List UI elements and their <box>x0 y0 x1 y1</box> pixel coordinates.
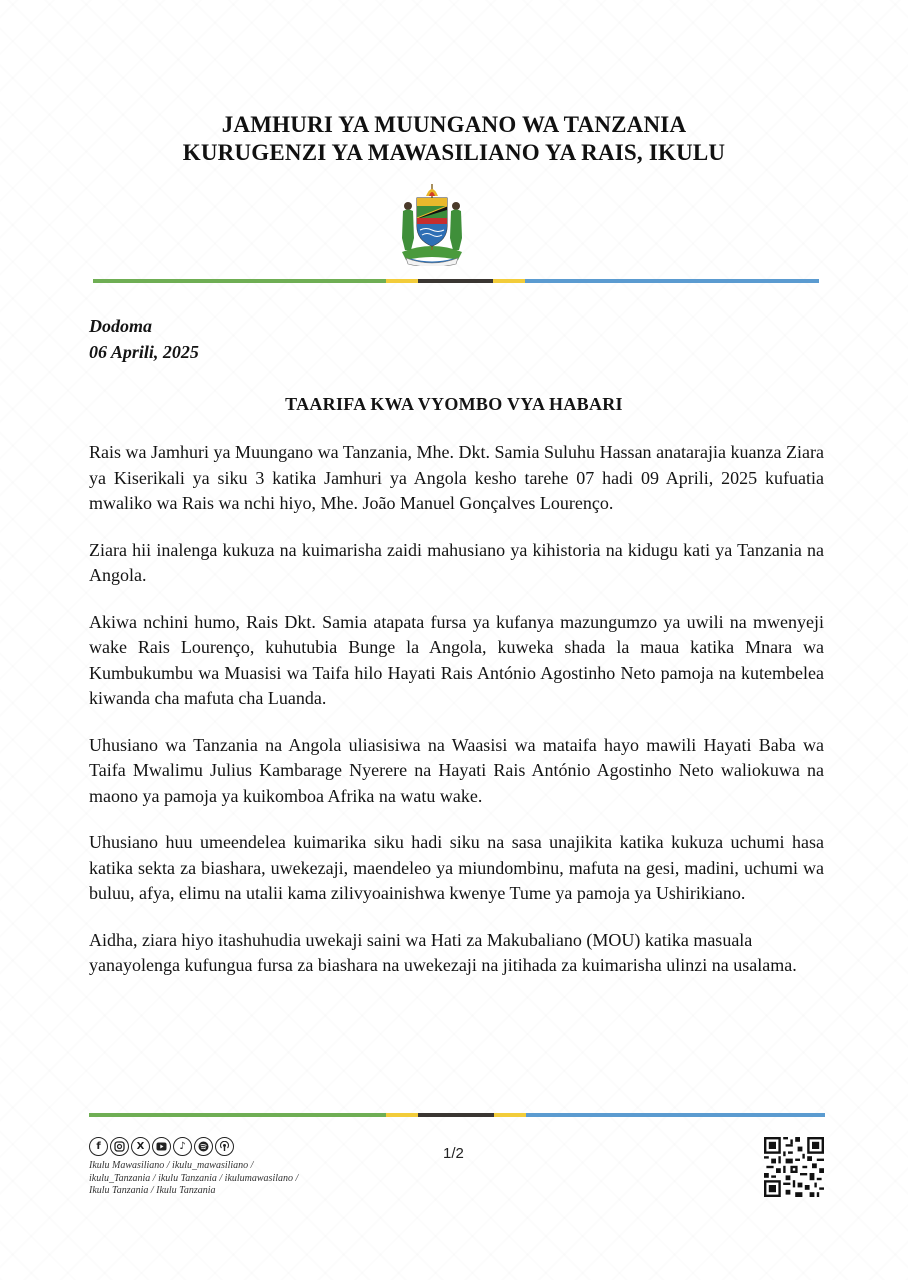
dateline-place: Dodoma <box>89 316 152 336</box>
paragraph: Akiwa nchini humo, Rais Dkt. Samia atapata fursa ya kufanya mazungumzo ya uwili na mwenyeji wake Rais Lourenço, kuhutubia Bunge la Angola, kuweka shada la maua katika Mnara wa Kumbukumbu wa Muasisi wa Taifa hilo Hayati Rais António Agostinho Neto pamoja na kutembelea kiwanda cha mafuta cha Luanda. <box>89 611 824 708</box>
x-icon[interactable]: X <box>131 1137 150 1156</box>
dateline-date: 06 Aprili, 2025 <box>89 342 199 362</box>
header-line-2: KURUGENZI YA MAWASILIANO YA RAIS, IKULU <box>182 140 726 165</box>
press-release-body <box>89 440 824 1000</box>
podcast-icon[interactable] <box>215 1137 234 1156</box>
instagram-icon[interactable] <box>110 1137 129 1156</box>
subject-title: TAARIFA KWA VYOMBO VYA HABARI <box>285 394 623 414</box>
page-number: 1/2 <box>443 1145 464 1162</box>
youtube-icon[interactable] <box>152 1137 171 1156</box>
paragraph: Aidha, ziara hiyo itashuhudia uwekaji saini wa Hati za Makubaliano (MOU) katika masuala yanayolenga kufungua fursa za biashara na uwekezaji na jitihada za kuimarisha ulinzi na usalama. <box>89 929 797 975</box>
tiktok-icon[interactable]: ♪ <box>173 1137 192 1156</box>
header-divider <box>93 279 819 283</box>
tanzania-coat-of-arms-icon <box>396 180 468 266</box>
paragraph: Ziara hii inalenga kukuza na kuimarisha zaidi mahusiano ya kihistoria na kidugu kati ya Tanzania na Angola. <box>89 539 824 585</box>
social-icons <box>89 1137 234 1156</box>
header-line-1: JAMHURI YA MUUNGANO WA TANZANIA <box>221 112 687 137</box>
spotify-icon[interactable] <box>194 1137 213 1156</box>
qr-code-icon[interactable] <box>764 1137 824 1197</box>
social-handles: Ikulu Mawasiliano / ikulu_mawasiliano / ikulu_Tanzania / ikulu Tanzania / ikulumawasilano / Ikulu Tanzania / Ikulu Tanzania <box>89 1160 299 1196</box>
facebook-icon[interactable]: f <box>89 1137 108 1156</box>
paragraph: Uhusiano huu umeendelea kuimarika siku hadi siku na sasa unajikita katika kukuza uchumi hasa katika sekta za biashara, uwekezaji, maendeleo ya miundombinu, mafuta na gesi, madini, uchumi wa buluu, afya, elimu na utalii kama zilivyoainishwa kwenye Tume ya pamoja ya Ushirikiano. <box>89 832 824 903</box>
footer-divider <box>89 1113 825 1117</box>
paragraph: Uhusiano wa Tanzania na Angola uliasisiwa na Waasisi wa mataifa hayo mawili Hayati Baba wa Taifa Mwalimu Julius Kambarage Nyerere na Hayati Rais António Agostinho Neto waliokuwa na maono ya pamoja ya kuikomboa Afrika na watu wake. <box>89 734 824 806</box>
paragraph: Rais wa Jamhuri ya Muungano wa Tanzania, Mhe. Dkt. Samia Suluhu Hassan anatarajia kuanza Ziara ya Kiserikali ya siku 3 katika Jamhuri ya Angola kesho tarehe 07 hadi 09 Aprili, 2025 kufuatia mwaliko wa Rais wa nchi hiyo, Mhe. João Manuel Gonçalves Lourenço. <box>89 442 824 513</box>
